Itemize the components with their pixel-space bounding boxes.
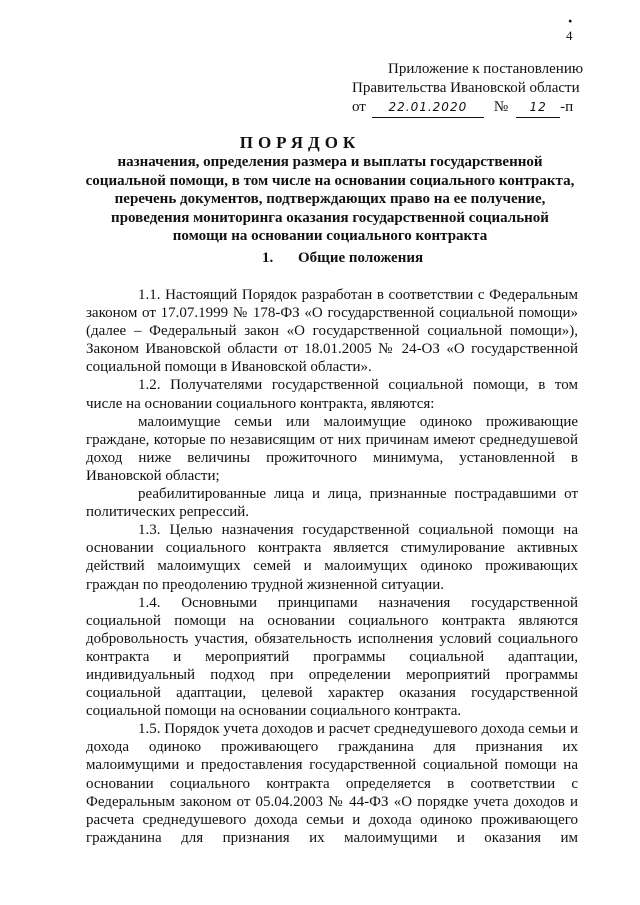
paragraph-list-item-2: реабилитированные лица и лица, признанные пострадавшими от политических репрессий. — [86, 486, 578, 521]
appendix-header — [352, 60, 592, 118]
paragraph-1-4: 1.4. Основными принципами назначения государственной социальной помощи на основании социального контракта являются добровольность участия, обязательность исполнения условий социального контракта и мероприятий программы социальной адаптации, индивидуальный подход при определении мероприятий программы социальной адаптации, целевой характер оказания государственной социальной помощи на основании социального контракта. — [86, 594, 578, 720]
appendix-line-1: Приложение к постановлению — [388, 61, 584, 77]
number-suffix: -п — [560, 99, 574, 115]
from-label: от — [352, 99, 366, 115]
section-title: Общие положения — [298, 250, 424, 266]
appendix-date-line — [352, 98, 592, 118]
paragraph-1-2: 1.2. Получателями государственной социальной помощи, в том числе на основании социального контракта, являются: — [86, 377, 578, 412]
page-number: 4 — [566, 28, 573, 43]
handwritten-date: 22.01.2020 — [372, 98, 484, 118]
paragraph-1-5: 1.5. Порядок учета доходов и расчет среднедушевого дохода семьи и дохода одиноко проживающего гражданина для признания их малоимущими и предоставления государственной социальной помощи на основании социального контракта определяется в соответствии с Федеральным законом от 05.04.2003 № 44-ФЗ «О порядке учета доходов и расчета среднедушевого дохода семьи и дохода одиноко проживающего гражданина для признания их малоимущими и оказания им — [86, 721, 578, 846]
corner-mark: • — [565, 13, 575, 29]
number-label: № — [493, 99, 509, 115]
appendix-line-2: Правительства Ивановской области — [352, 80, 580, 96]
document-title: ПОРЯДОК — [239, 133, 361, 152]
paragraph-1-1: 1.1. Настоящий Порядок разработан в соответствии с Федеральным законом от 17.07.1999 № 178-ФЗ «О государственной социальной помощи» (далее – Федеральный закон «О государственной социальной помощи»), Законом Ивановской области от 18.01.2005 № 24-ОЗ «О государственной социальной помощи в Ивановской области». — [86, 287, 578, 376]
document-subtitle: назначения, определения размера и выплаты государственной социальной помощи, в том числе на основании социального контракта, перечень документов, подтверждающих право на ее получение, проведения мониторинга оказания государственной социальной помощи на основании социального контракта — [85, 154, 575, 245]
paragraph-list-item-1: малоимущие семьи или малоимущие одиноко проживающие граждане, которые по независящим от них причинам имеют среднедушевой доход ниже величины прожиточного минимума, установленной в Ивановской области; — [86, 413, 578, 484]
document-body — [86, 286, 578, 847]
section-number: 1. — [262, 250, 274, 266]
handwritten-number: 12 — [516, 98, 560, 118]
paragraph-1-3: 1.3. Целью назначения государственной социальной помощи на основании социального контракта является стимулирование активных действий малоимущих семей и малоимущих одиноко проживающих граждан по преодолению трудной жизненной ситуации. — [86, 522, 578, 593]
